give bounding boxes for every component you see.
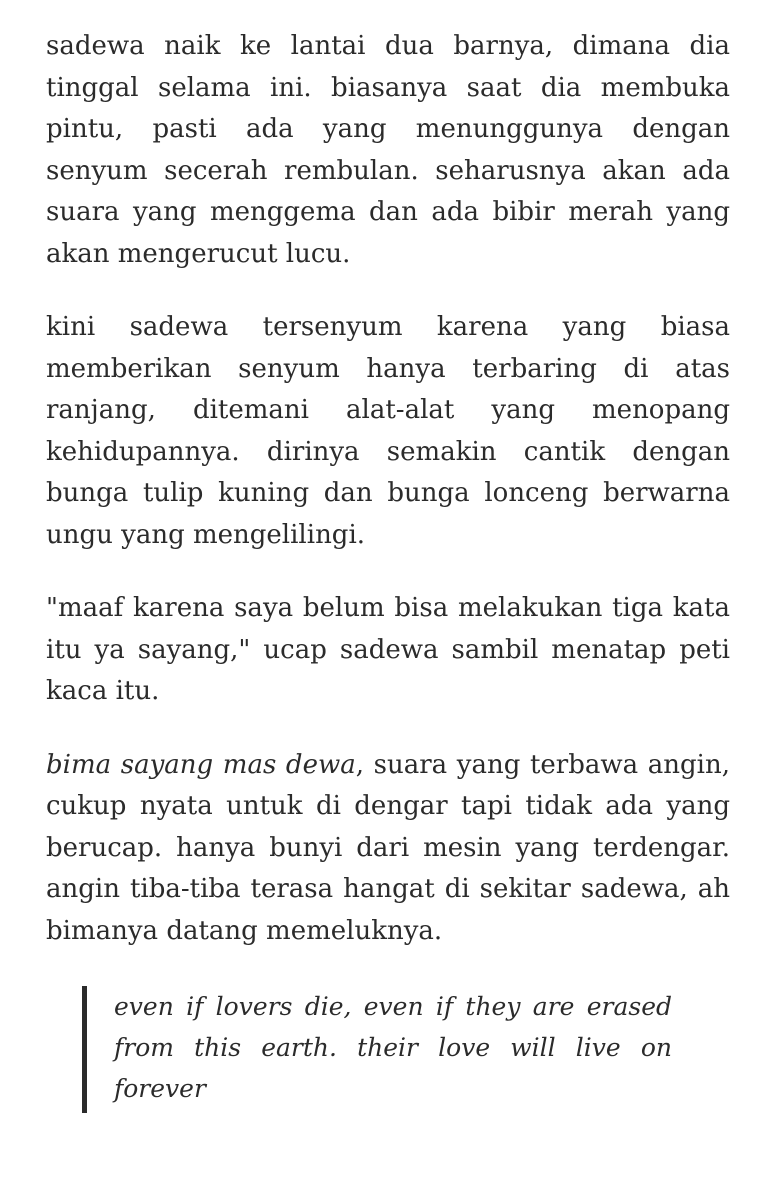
blockquote-text: even if lovers die, even if they are erased from this earth. their love will live on forever [114, 992, 672, 1103]
paragraph-3-text: "maaf karena saya belum bisa melakukan tiga kata itu ya sayang," ucap sadewa sambil menatap peti kaca itu. [46, 593, 730, 706]
blockquote-bar [82, 986, 87, 1113]
article-body [46, 26, 730, 1109]
paragraph-4-text: , suara yang terbawa angin, cukup nyata untuk di dengar tapi tidak ada yang berucap. hanya bunyi dari mesin yang terdengar. angin tiba-tiba terasa hangat di sekitar sadewa, ah bimanya datang memeluknya. [46, 749, 730, 946]
paragraph-2 [46, 307, 730, 556]
paragraph-1-text: sadewa naik ke lantai dua barnya, dimana dia tinggal selama ini. biasanya saat dia membuka pintu, pasti ada yang menunggunya dengan senyum secerah rembulan. seharusnya akan ada suara yang menggema dan ada bibir merah yang akan mengerucut lucu. [46, 31, 730, 269]
paragraph-1 [46, 26, 730, 275]
paragraph-3 [46, 588, 730, 713]
blockquote [82, 984, 672, 1109]
paragraph-4-italic-lead: bima sayang mas dewa [46, 749, 356, 780]
paragraph-4 [46, 745, 730, 953]
paragraph-2-text: kini sadewa tersenyum karena yang biasa memberikan senyum hanya terbaring di atas ranjang, ditemani alat-alat yang menopang kehidupannya. dirinya semakin cantik dengan bunga tulip kuning dan bunga lonceng berwarna ungu yang mengelilingi. [46, 312, 730, 550]
